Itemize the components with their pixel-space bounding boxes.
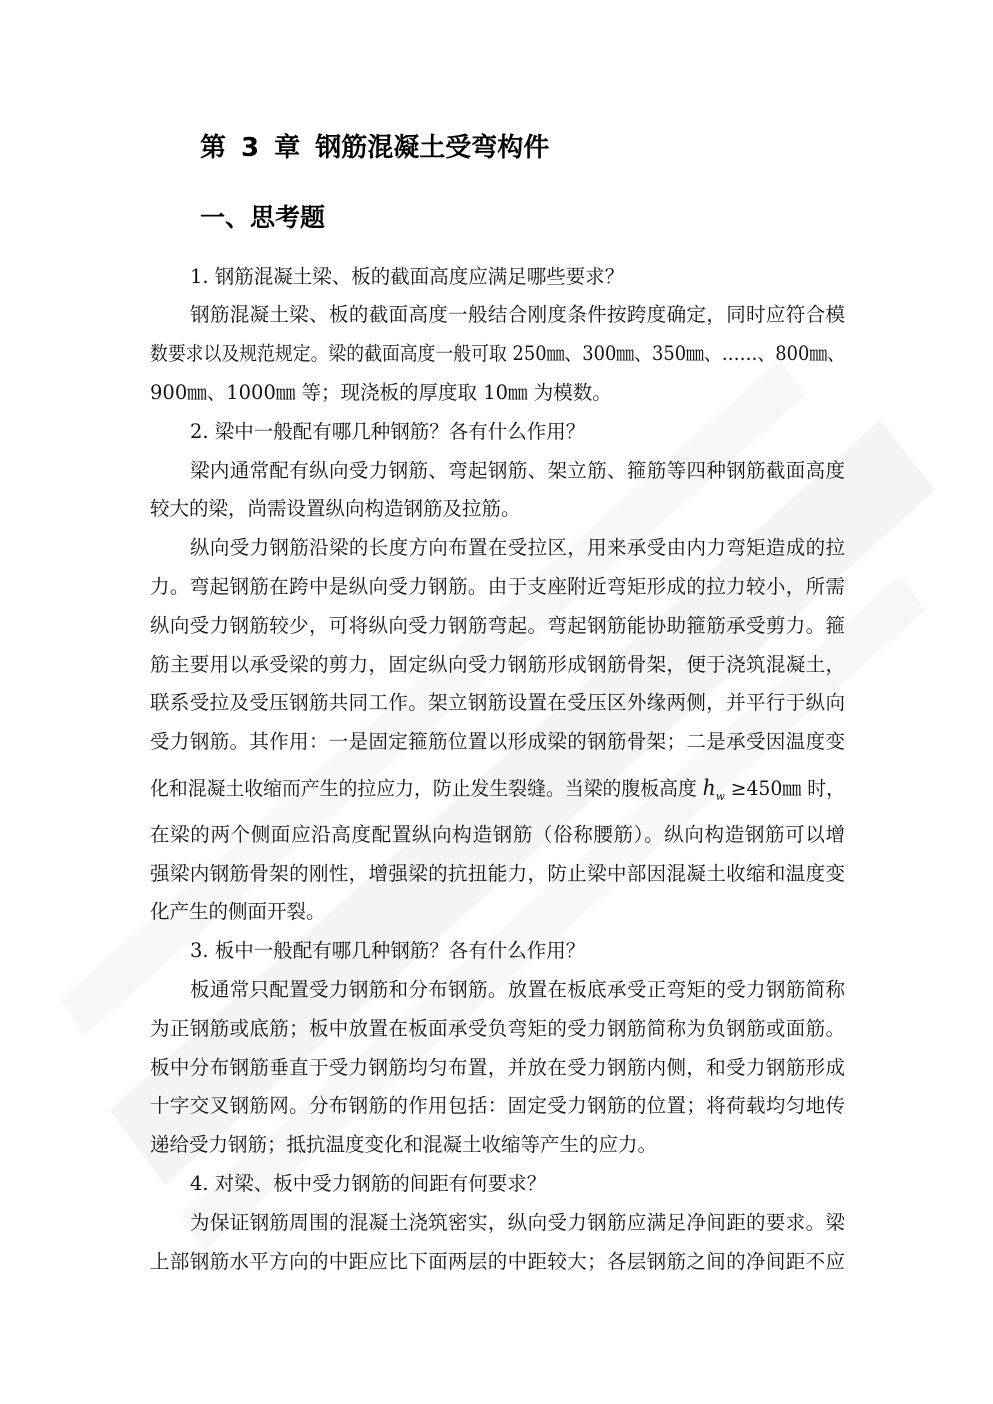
math-symbol: h (702, 775, 716, 800)
question-paragraph (150, 413, 845, 452)
text-line (150, 816, 845, 855)
line-text: 3. 板中一般配有哪几种钢筋？各有什么作用？ (190, 939, 586, 963)
text-segment: ≥450㎜ 时， (730, 776, 845, 800)
section-title: 一、思考题 (200, 203, 326, 232)
question-line (150, 1165, 845, 1204)
math-subscript: w (715, 789, 725, 803)
text-line (150, 762, 845, 816)
answer-paragraph (150, 971, 845, 1165)
text-line (150, 529, 845, 568)
line-text: 纵向受力钢筋沿梁的长度方向布置在受拉区，用来承受由内力弯矩造成的拉 (190, 536, 846, 560)
line-text: 受力钢筋。其作用：一是固定箍筋位置以形成梁的钢筋骨架；二是承受因温度变 (150, 730, 846, 754)
line-text: 为正钢筋或底筋；板中放置在板面承受负弯矩的受力钢筋简称为负钢筋或面筋。 (150, 1016, 846, 1040)
line-text: 900㎜、1000㎜ 等；现浇板的厚度取 10㎜ 为模数。 (150, 380, 612, 404)
line-text: 较大的梁，尚需设置纵向构造钢筋及拉筋。 (150, 497, 521, 521)
text-line (150, 1049, 845, 1088)
line-text: 化产生的侧面开裂。 (150, 900, 326, 924)
answer-paragraph (150, 296, 845, 412)
answer-paragraph (150, 1204, 845, 1282)
body-text (150, 258, 845, 1282)
line-text: 递给受力钢筋；抵抗温度变化和混凝土收缩等产生的应力。 (150, 1133, 658, 1157)
question-paragraph (150, 258, 845, 297)
text-line (150, 452, 845, 491)
text-line (150, 296, 845, 335)
text-line (150, 971, 845, 1010)
text-line (150, 607, 845, 646)
text-line (150, 1204, 845, 1243)
question-line (150, 932, 845, 971)
question-line (150, 413, 845, 452)
chapter-title: 第 3 章 钢筋混凝土受弯构件 (200, 133, 550, 163)
text-line (150, 1126, 845, 1165)
line-text (150, 762, 845, 819)
line-text: 4. 对梁、板中受力钢筋的间距有何要求？ (190, 1171, 547, 1195)
text-line (150, 374, 845, 413)
text-line (150, 893, 845, 932)
line-text: 强梁内钢筋骨架的刚性，增强梁的抗扭能力，防止梁中部因混凝土收缩和温度变 (150, 861, 846, 885)
line-text: 力。弯起钢筋在跨中是纵向受力钢筋。由于支座附近弯矩形成的拉力较小，所需 (150, 574, 846, 598)
line-text: 联系受拉及受压钢筋共同工作。架立钢筋设置在受压区外缘两侧，并平行于纵向 (150, 691, 846, 715)
text-line (150, 568, 845, 607)
line-text: 数要求以及规范规定。梁的截面高度一般可取 250㎜、300㎜、350㎜、……、800㎜、 (150, 342, 845, 366)
text-line (150, 723, 845, 762)
text-line (150, 335, 845, 374)
line-text: 板通常只配置受力钢筋和分布钢筋。放置在板底承受正弯矩的受力钢筋简称 (190, 977, 846, 1001)
question-paragraph (150, 1165, 845, 1204)
line-text: 纵向受力钢筋较少，可将纵向受力钢筋弯起。弯起钢筋能协助箍筋承受剪力。箍 (150, 613, 846, 637)
line-text: 上部钢筋水平方向的中距应比下面两层的中距较大；各层钢筋之间的净间距不应 (150, 1249, 846, 1273)
text-line (150, 855, 845, 894)
question-line (150, 258, 845, 297)
text-line (150, 1087, 845, 1126)
line-text: 板中分布钢筋垂直于受力钢筋均匀布置，并放在受力钢筋内侧，和受力钢筋形成 (150, 1055, 846, 1079)
line-text: 十字交叉钢筋网。分布钢筋的作用包括：固定受力钢筋的位置；将荷载均匀地传 (150, 1094, 846, 1118)
question-paragraph (150, 932, 845, 971)
line-text: 钢筋混凝土梁、板的截面高度一般结合刚度条件按跨度确定，同时应符合模 (190, 303, 846, 327)
text-segment: 化和混凝土收缩而产生的拉应力，防止发生裂缝。当梁的腹板高度 (150, 776, 697, 800)
text-line (150, 1010, 845, 1049)
text-line (150, 684, 845, 723)
line-text: 2. 梁中一般配有哪几种钢筋？各有什么作用？ (190, 419, 586, 443)
line-text: 为保证钢筋周围的混凝土浇筑密实，纵向受力钢筋应满足净间距的要求。梁 (190, 1210, 846, 1234)
text-line (150, 490, 845, 529)
line-text: 在梁的两个侧面应沿高度配置纵向构造钢筋（俗称腰筋）。纵向构造钢筋可以增 (150, 822, 846, 846)
line-text: 筋主要用以承受梁的剪力，固定纵向受力钢筋形成钢筋骨架，便于浇筑混凝土， (150, 652, 846, 676)
text-line (150, 1243, 845, 1282)
text-line (150, 646, 845, 685)
answer-paragraph (150, 452, 845, 530)
line-text: 1. 钢筋混凝土梁、板的截面高度应满足哪些要求？ (190, 264, 625, 288)
line-text: 梁内通常配有纵向受力钢筋、弯起钢筋、架立筋、箍筋等四种钢筋截面高度 (190, 458, 846, 482)
answer-paragraph (150, 529, 845, 932)
